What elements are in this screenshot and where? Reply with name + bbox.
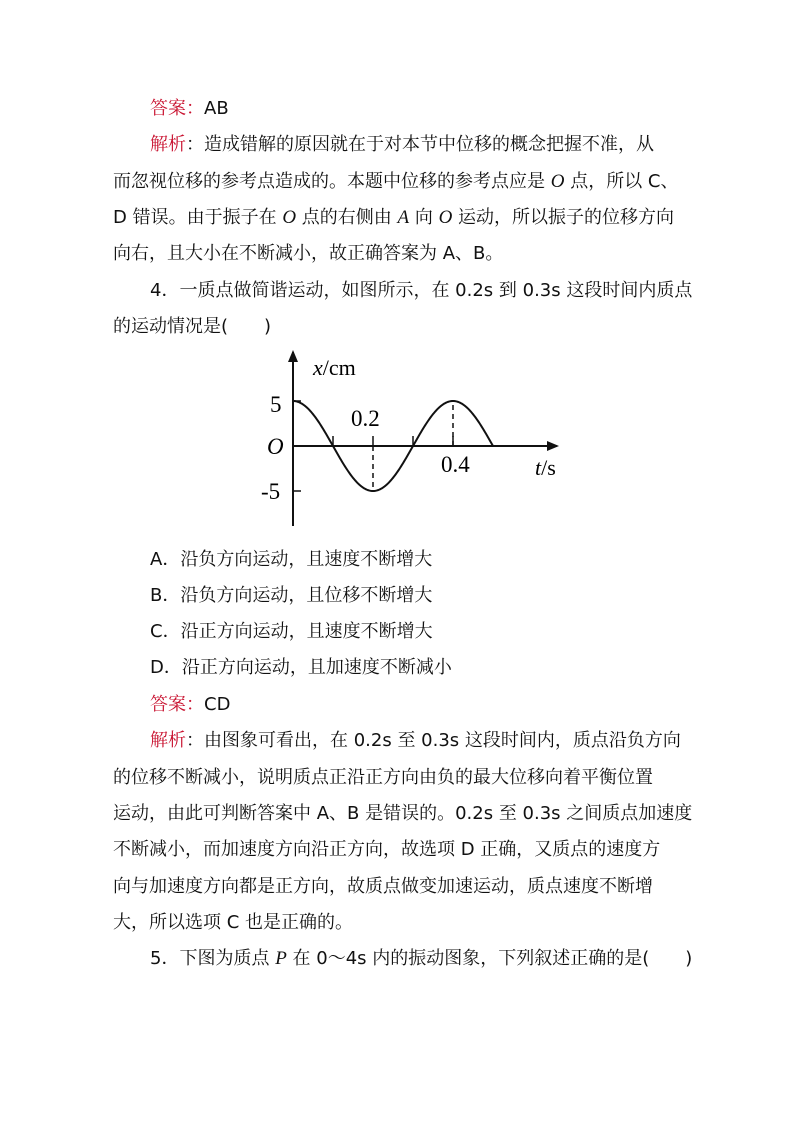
q5-text: 5．下图为质点 — [150, 948, 276, 969]
point-O-label: O — [438, 207, 453, 228]
q4-analysis-line-4: 不断减小，而加速度方向沿正方向，故选项 D 正确，又质点的速度方 — [113, 839, 661, 860]
analysis-text: 运动，所以振子的位移方向 — [452, 207, 675, 228]
analysis-text: 点的右侧由 — [296, 207, 398, 228]
q4-analysis-line-5: 向与加速度方向都是正方向，故质点做变加速运动，质点速度不断增 — [113, 876, 653, 897]
analysis-text: 而忽视位移的参考点造成的。本题中位移的参考点应是 — [113, 171, 551, 192]
q4-analysis-line-1 — [150, 729, 681, 753]
option-b: B．沿负方向运动，且位移不断增大 — [150, 585, 433, 606]
x-tick-label-0.4: 0.4 — [441, 452, 470, 477]
option-c: C．沿正方向运动，且速度不断增大 — [150, 621, 433, 642]
point-P-label: P — [275, 948, 287, 969]
q3-analysis-line-2 — [113, 170, 678, 194]
q4-analysis-line-2: 的位移不断减小，说明质点正沿正方向由负的最大位移向着平衡位置 — [113, 767, 653, 788]
answer-value: CD — [204, 694, 231, 715]
analysis-label: 解析 — [150, 134, 186, 155]
answer-value: AB — [204, 98, 229, 119]
q3-analysis-line-4: 向右，且大小在不断减小，故正确答案为 A、B。 — [113, 243, 504, 264]
y-tick-label-5: 5 — [270, 392, 282, 417]
vibration-graph — [255, 348, 585, 533]
analysis-label: 解析 — [150, 730, 186, 751]
option-d: D．沿正方向运动，且加速度不断减小 — [150, 657, 452, 678]
q5-text: 在 0～4s 内的振动图象，下列叙述正确的是( ) — [286, 948, 693, 969]
q3-analysis-line-3 — [113, 206, 674, 230]
analysis-text: 点，所以 C、 — [564, 171, 679, 192]
q5-stem — [150, 947, 692, 971]
y-tick-label-neg5: -5 — [261, 479, 281, 504]
analysis-text: ：由图象可看出，在 0.2s 至 0.3s 这段时间内，质点沿负方向 — [186, 730, 681, 751]
answer-label: 答案： — [150, 98, 204, 119]
point-O-label: O — [550, 171, 565, 192]
analysis-text: ：造成错解的原因就在于对本节中位移的概念把握不准，从 — [186, 134, 654, 155]
option-a: A．沿负方向运动，且速度不断增大 — [150, 549, 433, 570]
analysis-text: D 错误。由于振子在 — [113, 207, 283, 228]
analysis-text: 向 — [409, 207, 439, 228]
q4-answer — [150, 693, 230, 717]
q4-stem-line-2: 的运动情况是( ) — [113, 316, 272, 337]
point-O-label: O — [282, 207, 297, 228]
origin-label: O — [267, 434, 284, 459]
x-axis-label: t/s — [535, 455, 556, 480]
q4-analysis-line-6: 大，所以选项 C 也是正确的。 — [113, 912, 354, 933]
q3-answer — [150, 97, 229, 121]
q4-stem-line-1: 4．一质点做简谐运动，如图所示，在 0.2s 到 0.3s 这段时间内质点 — [150, 280, 693, 301]
point-A-label: A — [397, 207, 410, 228]
answer-label: 答案： — [150, 694, 204, 715]
y-axis-label: x/cm — [313, 355, 356, 380]
x-tick-label-0.2: 0.2 — [351, 406, 380, 431]
q4-analysis-line-3: 运动，由此可判断答案中 A、B 是错误的。0.2s 至 0.3s 之间质点加速度 — [113, 803, 693, 824]
q3-analysis-line-1 — [150, 133, 654, 157]
